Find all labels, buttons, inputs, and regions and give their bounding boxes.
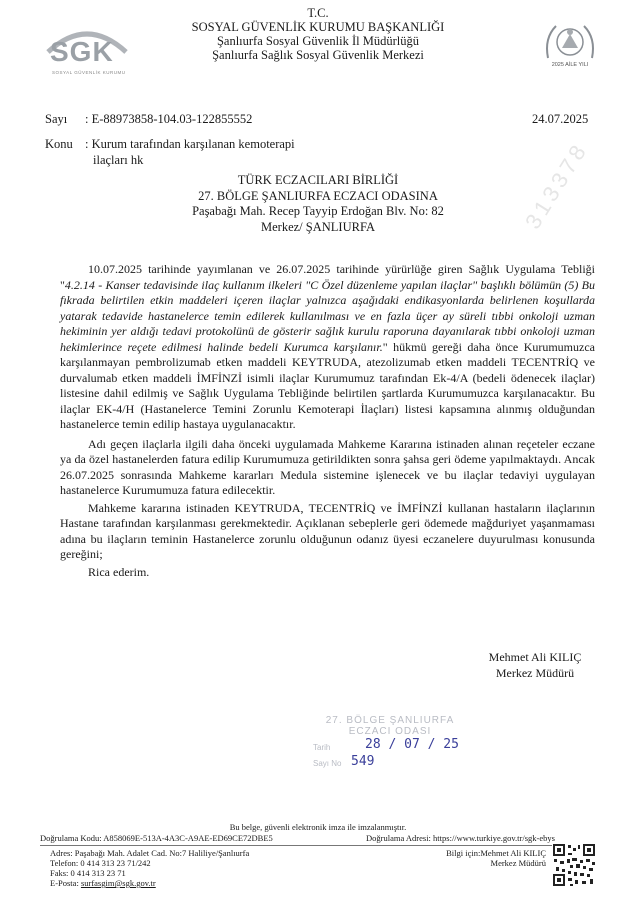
stamp-handwritten-no: 549 [351,754,375,769]
verification-code [40,833,273,843]
paragraph-4: Rica ederim. [88,564,150,579]
stamp-handwritten-date: 28 / 07 / 25 [365,737,459,752]
signature-block [470,650,600,681]
info-line1: Bilgi için:Mehmet Ali KILIÇ [446,848,546,858]
konu-line2: ilaçları hk [93,153,144,167]
footer-fax: Faks: 0 414 313 23 71 [50,868,126,878]
info-line2: Merkez Müdürü [490,858,546,868]
letter-body [60,262,595,580]
stamp-line1: 27. BÖLGE ŞANLIURFA [325,715,455,726]
header-line1: T.C. [307,6,329,20]
email-link[interactable]: surfasgim@sgk.gov.tr [80,878,156,888]
recipient-line4: Merkez/ ŞANLIURFA [261,219,375,234]
logo-letters: SGK [50,36,114,67]
seal-caption: 2025 AİLE YILI [551,62,589,68]
email-label: E-Posta: [50,878,79,888]
footer-phone: Telefon: 0 414 313 23 71/242 [50,858,151,868]
watermark: 313378 [520,137,593,234]
code-value: A858069E-513A-4A3C-A9AE-ED69CE72DBE5 [103,833,273,843]
stamp-line2: ECZACI ODASI [348,726,432,737]
stamp-tarih-label: Tarih [313,743,331,752]
paragraph-2: Adı geçen ilaçlarla ilgili daha önceki uygulamada Mahkeme Kararına istinaden alınan reçeteler eczane ya da özel hastanelerden fatura edilip Kurumumuza getirildikten sonra şahsa geri ödeme yapılmaktaydı. Ancak 26.07.2025 sonrasında Mahkeme kararları Medula sistemine işlenecek ve bu ilaçlar tedaviyi uygulayan hastanelerce Kurumumuza fatura edilecektir. [60,436,595,497]
logo-tagline: SOSYAL GÜVENLİK KURUMU [52,70,126,75]
paragraph-1 [60,262,595,433]
signer-title: Merkez Müdürü [495,665,575,680]
konu-label: Konu [45,137,73,151]
p1-intro: 10.07.2025 tarihinde yayımlanan ve 26.07.2025 tarihinde yürürlüğe giren Sağlık Uygulama Tebliği " [60,262,595,292]
seal-emblem-icon [540,18,600,66]
recipient-block [0,173,636,235]
sayi-value: : E-88973858-104.03-122855552 [85,112,253,126]
received-stamp [305,715,475,783]
verify-link[interactable]: https://www.turkiye.gov.tr/sgk-ebys [433,833,555,843]
p1-rest: " hükmü gereği daha önce Kurumumuzca karşılanmayan pembrolizumab etken maddeli KEYTRUDA, atezolizumab etken maddeli TECENTRİQ ve durvalumab etken maddeli İMFİNZİ isimli ilaçlar Kurumumuz tarafından Ek-4/A (bedeli ödenecek ilaçlar) listesine dahil edilmiş ve Sağlık Uygulama Tebliğinde belirtilen şartlarda Kurumumuzca karşılanacaktır. Bu ilaçlar EK-4/H (Hastanelerce Temini Zorunlu Kemoterapi İlaçları) listesi kapsamına alınmış olduğundan hastanelerce temin edilip hastaya uygulanacaktır. [60,339,595,431]
code-label: Doğrulama Kodu: [40,833,102,843]
aile-yili-seal [540,18,600,78]
info-contact [420,848,546,868]
p1-quote: 4.2.14 - Kanser tedavisinde ilaç kullanım ilkeleri "C Özel düzenleme yapılan ilaçlar" başlıklı bölümün (5) Bu fıkrada belirtilen etkin maddeleri içeren ilaçlar yalnızca aşağıdaki endikasyonlarda belirlenen koşullarda yatarak tedavide hastanelerce temin edilerek kullanılması ve en fazla üçer ay süreli tıbbi onkoloji uzman hekiminin yer aldığı tedavi protokolünü de gösterir sağlık kurulu raporuna dayanılarak tıbbi onkoloji uzman hekimlerince reçete edilmesi halinde bedeli Kurumca karşılanır. [60,277,595,354]
recipient-line3: Paşabağı Mah. Recep Tayyip Erdoğan Blv. No: 82 [192,204,444,218]
header-line4: Şanlıurfa Sağlık Sosyal Güvenlik Merkezi [212,48,424,62]
konu-line1: : Kurum tarafından karşılanan kemoterapi [85,137,295,151]
esign-note: Bu belge, güvenli elektronik imza ile imzalanmıştır. [229,822,407,832]
header-line2: SOSYAL GÜVENLİK KURUMU BAŞKANLIĞI [191,20,445,34]
verify-label: Doğrulama Adresi: [366,833,431,843]
qr-code-icon [552,843,596,887]
header-line3: Şanlıurfa Sosyal Güvenlik İl Müdürlüğü [216,34,420,48]
footer-divider [40,845,596,846]
recipient-line2: 27. BÖLGE ŞANLIURFA ECZACI ODASINA [198,188,438,203]
footer-address: Adres: Paşabağı Mah. Adalet Cad. No:7 Haliliye/Şanlıurfa [50,848,250,858]
sayi-label: Sayı [45,112,68,126]
paragraph-3: Mahkeme kararına istinaden KEYTRUDA, TECENTRİQ ve İMFİNZİ kullanan hastaların ilaçlarının Hastane tarafından karşılanması gerekmektedir. Açıklanan sebeplerle geri ödemede mağduriyet yaşanmaması adına bu ilaçların teminin Hastanelerce zorunlu olduğunun odanız üyesi eczanelere duyurulması konusunda gereğini; [60,500,595,561]
signer-name: Mehmet Ali KILIÇ [488,650,582,664]
recipient-line1: TÜRK ECZACILARI BİRLİĞİ [237,173,399,187]
stamp-sayi-label: Sayı No [313,759,342,768]
footer-email [50,878,156,888]
document-date: 24.07.2025 [532,112,589,126]
verification-address [366,833,555,843]
